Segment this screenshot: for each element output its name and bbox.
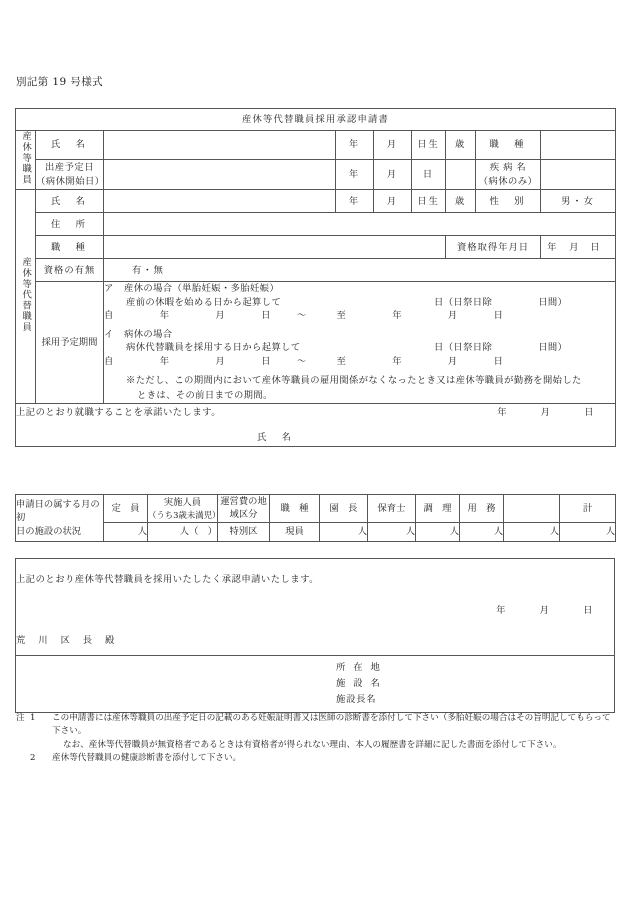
label-due-date-line1: 出産予定日: [45, 162, 94, 174]
label-maternity-jobtype: 職 種: [476, 131, 541, 160]
application-day: 日: [583, 605, 593, 617]
value-principal[interactable]: 人: [320, 522, 368, 541]
period-b-to-year: 年: [392, 355, 402, 367]
period-b-to-month: 月: [447, 355, 458, 367]
label-substitute-jobtype: 職 種: [36, 236, 104, 259]
field-maternity-jobtype[interactable]: [541, 131, 616, 160]
consent-block: [16, 404, 616, 447]
period-a-from-year: 年: [159, 310, 170, 322]
value-gender[interactable]: 男・女: [541, 190, 616, 213]
due-date-day: 日: [412, 160, 446, 190]
note-item-1: [16, 712, 616, 752]
value-jobtype: 現員: [270, 522, 320, 541]
application-row: [16, 559, 615, 656]
substitute-age: 歳: [446, 190, 476, 213]
header-total: 計: [560, 495, 616, 523]
maternity-age: 歳: [446, 131, 476, 160]
period-b-unit2: 日間）: [538, 342, 568, 354]
value-nursery-teacher[interactable]: 人: [368, 522, 416, 541]
label-disease-name: [476, 160, 541, 190]
period-a-heading: [104, 282, 615, 295]
substitute-birth-month: 月: [374, 190, 412, 213]
value-actual-count[interactable]: 人（ ）: [148, 522, 218, 541]
maternity-birth-month: 月: [374, 131, 412, 160]
license-day: 日: [590, 241, 601, 253]
period-b-from-year: 年: [159, 355, 170, 367]
note-1-line3-text: なお、産休等代替職員が無資格者であるときは有資格者が得られない理由、本人の履歴書を詳細に記した書面を添付して下: [63, 739, 536, 750]
maternity-name-row: [16, 131, 616, 160]
period-a-to-label: 至: [336, 310, 347, 322]
header-actual-line2: （うち3歳未満児）: [148, 510, 221, 521]
due-date-spacer: [446, 160, 476, 190]
note-1-body: [52, 712, 616, 752]
substitute-birth-year: 年: [336, 190, 374, 213]
due-date-year: 年: [336, 160, 374, 190]
label-disease-line1: 疾 病 名: [489, 162, 527, 174]
period-b-from-label: 自: [104, 355, 114, 367]
field-maternity-name[interactable]: [104, 131, 336, 160]
header-principal: 園 長: [320, 495, 368, 523]
maternity-birth-year: 年: [336, 131, 374, 160]
period-a-unit1: 日（日祭日除: [434, 296, 493, 308]
employment-period-row: [16, 282, 616, 404]
value-janitor[interactable]: 人: [460, 522, 504, 541]
signature-head-label: 施設長名: [336, 694, 377, 706]
value-area-division[interactable]: 特別区: [218, 522, 270, 541]
period-b-marker: イ: [104, 328, 114, 340]
value-cook[interactable]: 人: [416, 522, 460, 541]
title-row: [16, 109, 616, 131]
label-employment-period: 採用予定期間: [36, 282, 104, 404]
employment-period-body: [104, 282, 616, 404]
license-date-group: [541, 241, 615, 254]
period-b-from-day: 日: [261, 355, 271, 367]
facility-value-row: [16, 522, 616, 541]
period-b-to-label: 至: [336, 355, 347, 367]
note-1-number: 1: [30, 713, 36, 723]
note-1-line3: [52, 739, 616, 752]
period-a-count: [104, 296, 615, 309]
application-text: 上記のとおり産休等代替職員を採用いたしたく承認申請いたします。: [16, 573, 319, 585]
side-label-maternity-staff: 産休等職員: [16, 131, 36, 190]
substitute-address-row: [16, 213, 616, 236]
license-year: 年: [547, 241, 557, 253]
period-note: [104, 368, 615, 403]
label-license-date: 資格取得年月日: [446, 236, 541, 259]
application-block: [16, 559, 615, 656]
label-gender: 性 別: [476, 190, 541, 213]
header-area-line2: 域区分: [229, 509, 258, 521]
field-address[interactable]: [104, 213, 616, 236]
consent-row: [16, 404, 616, 447]
signature-address-label: 所 在 地: [336, 661, 383, 673]
field-due-date[interactable]: [104, 160, 336, 190]
note-2-body: 産休等代替職員の健康診断書を添付して下さい。: [52, 752, 242, 763]
form-title: 産休等代替職員採用承認申請書: [16, 109, 616, 131]
header-cook: 調 理: [416, 495, 460, 523]
facility-header-row: [16, 495, 616, 523]
period-b-unit1: 日（日祭日除: [434, 342, 493, 354]
period-b-count-units: [434, 341, 567, 354]
period-a-tilde: 〜: [296, 310, 307, 322]
period-a-from-month: 月: [215, 310, 226, 322]
period-a-from-day: 日: [261, 310, 271, 322]
field-substitute-name[interactable]: [104, 190, 336, 213]
license-month: 月: [569, 241, 580, 253]
period-a-to-year: 年: [392, 310, 402, 322]
period-b-from-month: 月: [215, 355, 226, 367]
note-1-line4-text: さい。: [535, 739, 562, 750]
period-b-tilde: 〜: [296, 355, 307, 367]
period-a-from-label: 自: [104, 310, 114, 322]
header-actual-line1: 実施人員: [163, 496, 202, 508]
note-2-number: 2: [30, 752, 36, 763]
application-month: 月: [539, 605, 550, 617]
form-number: 別記第 19 号様式: [16, 76, 104, 88]
period-a-to-day: 日: [493, 310, 504, 322]
signature-block: [16, 656, 615, 713]
label-due-date-line2: （病休開始日）: [36, 175, 105, 187]
label-substitute-name: 氏 名: [36, 190, 104, 213]
consent-day: 日: [584, 406, 594, 418]
header-area-line1: 運営費の地: [220, 496, 267, 507]
header-janitor: 用 務: [460, 495, 504, 523]
footer-notes: [16, 712, 616, 765]
period-b-count: [104, 341, 615, 354]
period-a-range: [104, 309, 615, 322]
header-blank-column: [504, 495, 560, 523]
period-a-unit2: 日間）: [538, 296, 568, 308]
consent-month: 月: [540, 406, 551, 418]
header-actual-count: [148, 495, 221, 523]
label-maternity-name: 氏 名: [36, 131, 104, 160]
field-disease-name[interactable]: [541, 160, 616, 190]
facility-row-label-line2: 日の施設の状況: [16, 525, 82, 537]
period-b-heading-text: 病休の場合: [124, 328, 173, 340]
label-has-license: 資格の有無: [36, 259, 104, 282]
application-table: [15, 558, 615, 713]
facility-row-label: [16, 495, 104, 542]
substitute-license-row: [16, 259, 616, 282]
field-substitute-jobtype[interactable]: [104, 236, 446, 259]
notes-marker: 注: [16, 713, 25, 723]
header-area-division: [218, 495, 270, 523]
header-capacity: 定 員: [104, 495, 148, 523]
facility-status-table: [15, 494, 616, 542]
has-license-text: 有・無: [132, 264, 165, 276]
label-due-date: [36, 160, 104, 190]
substitute-job-row: [16, 236, 616, 259]
due-date-month: 月: [374, 160, 412, 190]
signature-facility-label: 施 設 名: [336, 677, 383, 689]
period-a-marker: ア: [104, 283, 114, 295]
application-year: 年: [496, 605, 506, 617]
period-note-line2: ときは、その前日までの期間。: [137, 389, 273, 401]
facility-row-label-line1: 申請日の属する月の初: [16, 498, 100, 524]
value-total[interactable]: 人: [560, 522, 616, 541]
signature-row: [16, 656, 615, 713]
note-1-line1: この申請書には産休等職員の出産予定日の記載のある妊娠証明書又は医師の診断書を添付して下さい（多胎妊娠の場合はそ: [52, 713, 525, 723]
application-date-group: [16, 586, 614, 617]
period-b-heading: [104, 323, 615, 341]
maternity-duedate-row: [16, 160, 616, 190]
period-a-count-units: [434, 296, 567, 309]
consent-date-group: [482, 406, 615, 419]
value-capacity[interactable]: 人: [104, 522, 148, 541]
substitute-birth-day: 日生: [412, 190, 446, 213]
field-license-date[interactable]: [541, 236, 616, 259]
consent-statement-row: [16, 406, 615, 419]
period-b-range: [104, 355, 615, 368]
header-jobtype: 職 種: [270, 495, 320, 523]
value-has-license[interactable]: [104, 259, 616, 282]
main-form-table: [15, 108, 616, 447]
note-item-2: [16, 752, 616, 765]
note-1-line2: の旨明記してもらって下さい。: [52, 713, 611, 737]
period-b-count-text: 病休代替職員を採用する日から起算して: [126, 342, 301, 354]
consent-name-label: 氏 名: [257, 432, 294, 444]
period-a-heading-text: 産休の場合（単胎妊娠・多胎妊娠）: [124, 283, 280, 295]
period-a-count-text: 産前の休暇を始める日から起算して: [126, 296, 282, 308]
consent-text: 上記のとおり就職することを承諾いたします。: [16, 406, 221, 418]
period-a-to-month: 月: [447, 310, 458, 322]
consent-year: 年: [497, 406, 507, 418]
period-note-line1: ※ただし、この期間内において産休等職員の雇用関係がなくなったとき又は産休等職員が勤務を開始した: [126, 375, 582, 387]
label-address: 住 所: [36, 213, 104, 236]
substitute-name-row: [16, 190, 616, 213]
label-disease-line2: （病休のみ）: [478, 175, 538, 187]
side-label-substitute-staff: 産休等代替職員: [16, 190, 36, 404]
application-addressee: 荒 川 区 長 殿: [16, 634, 120, 646]
period-b-to-day: 日: [493, 355, 504, 367]
maternity-birth-day: 日生: [412, 131, 446, 160]
value-blank-column[interactable]: 人: [504, 522, 560, 541]
header-nursery-teacher: 保育士: [368, 495, 416, 523]
